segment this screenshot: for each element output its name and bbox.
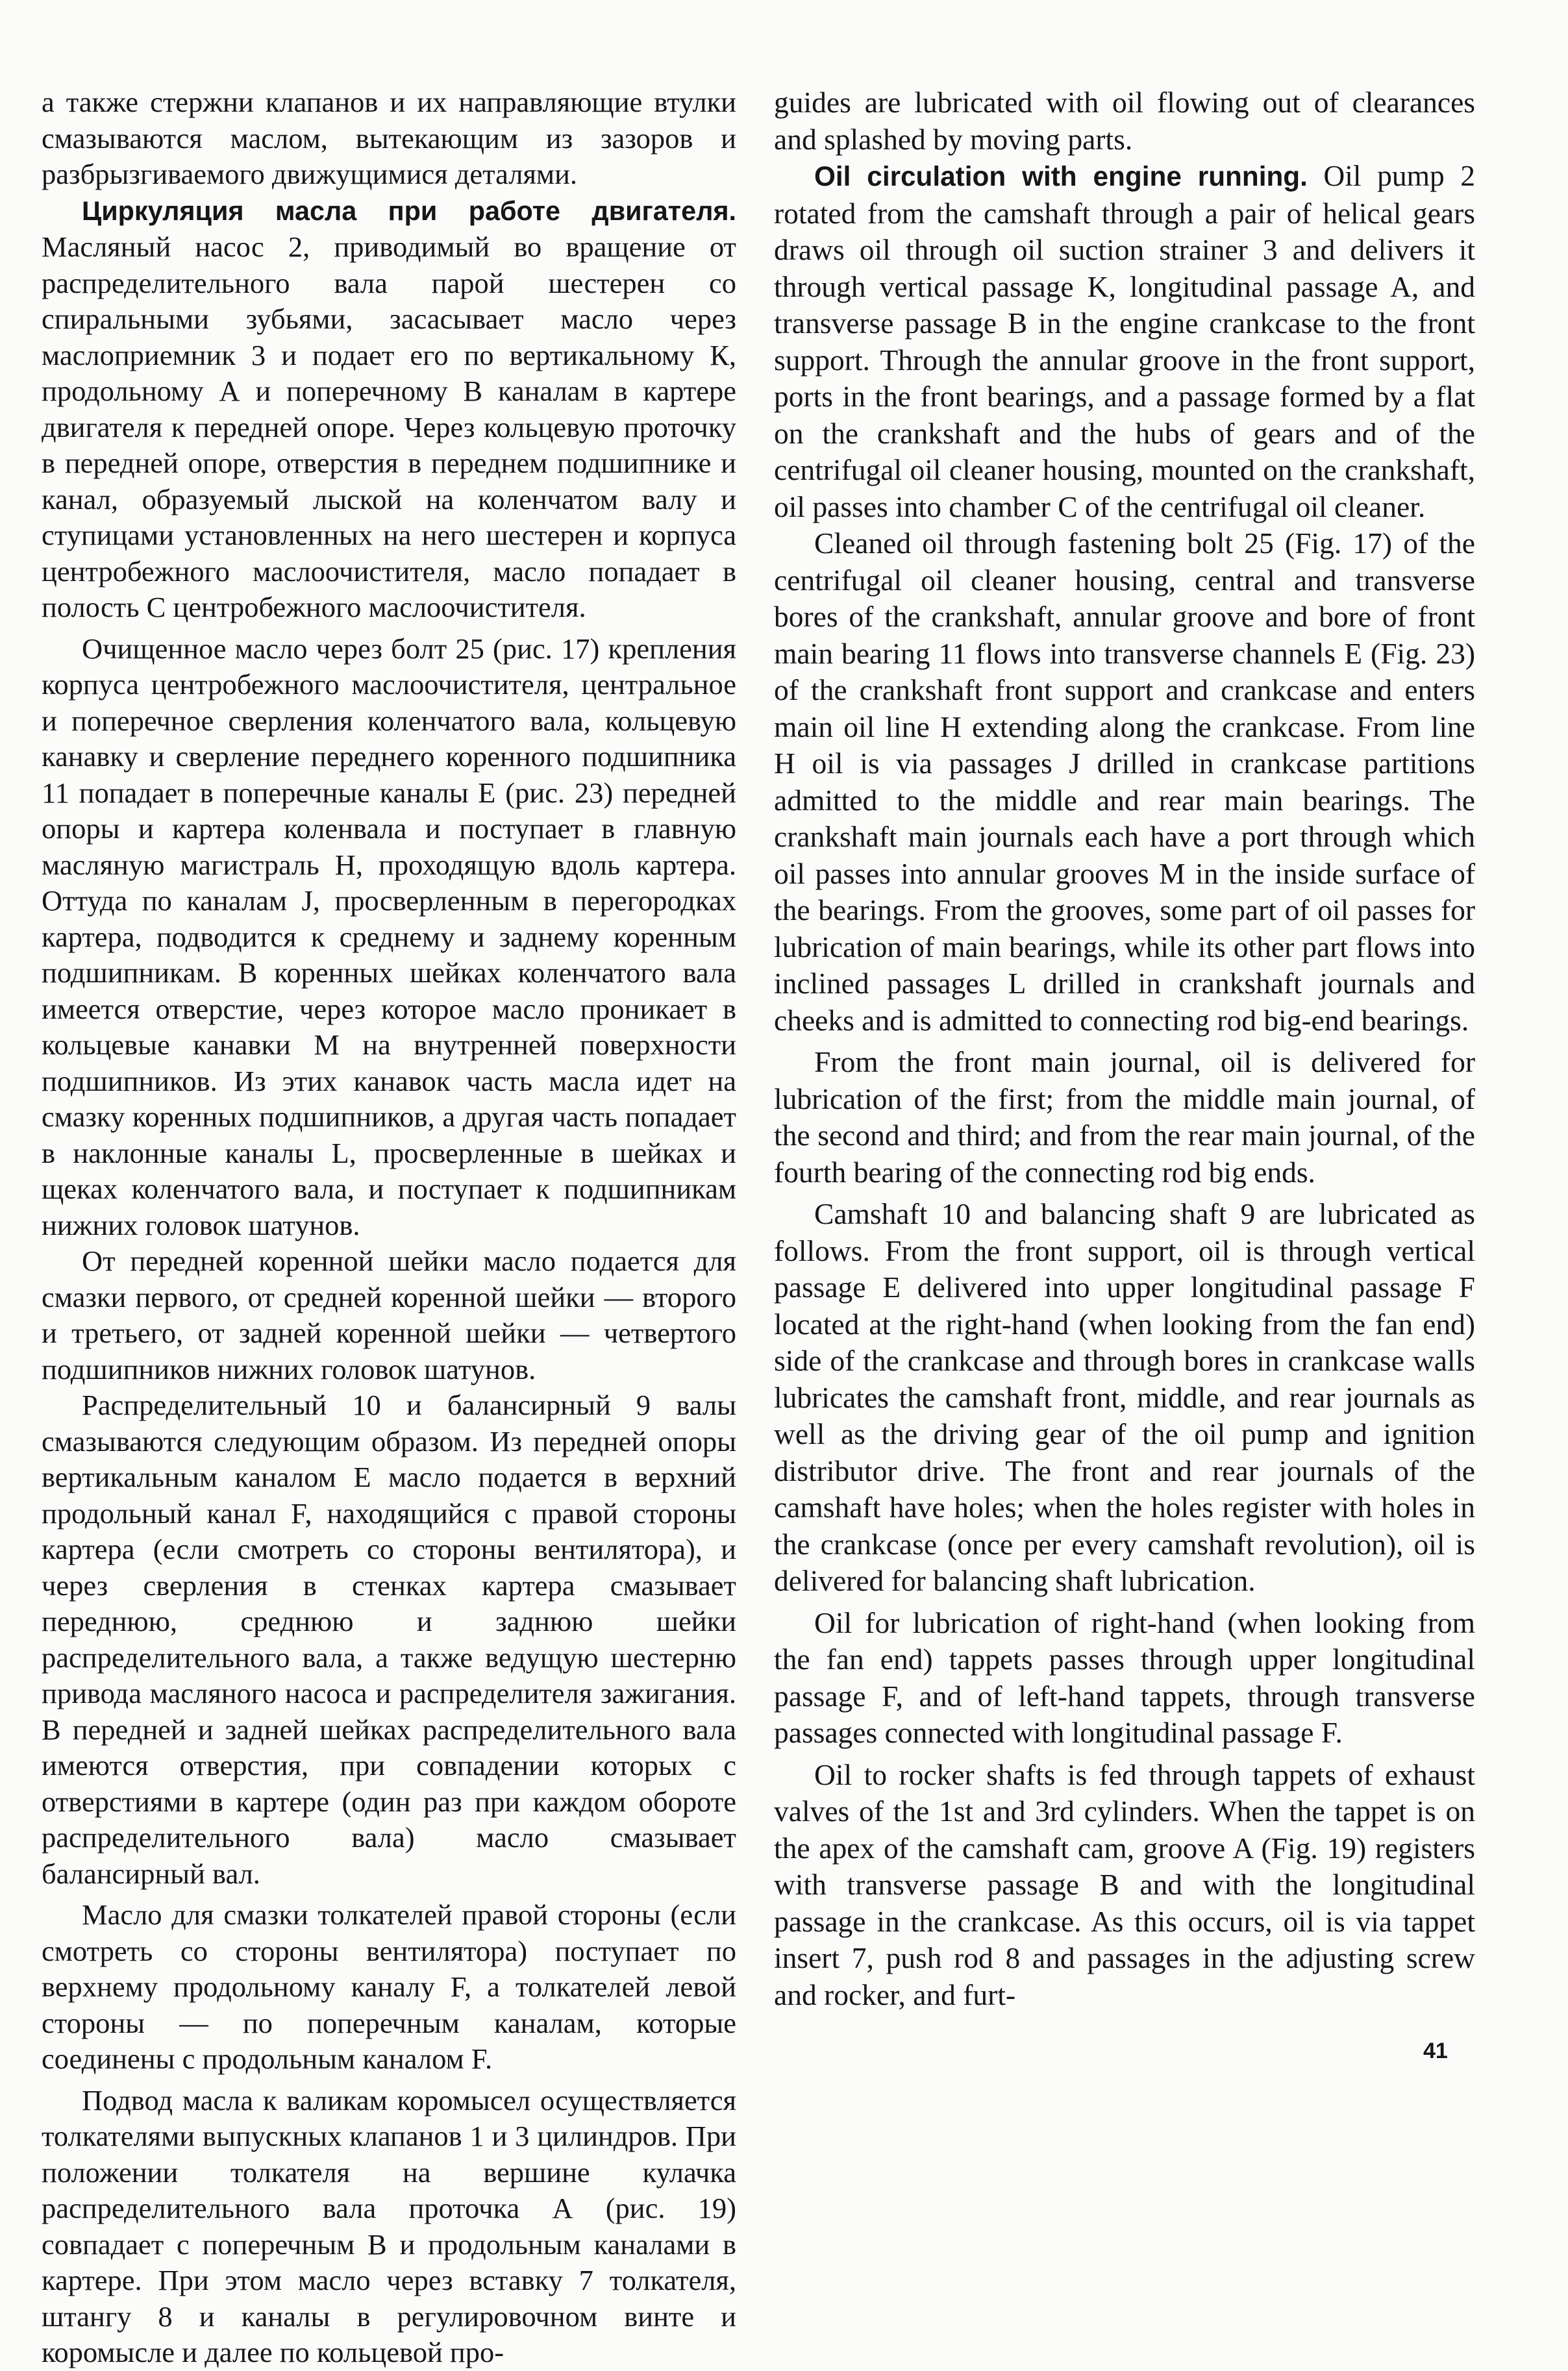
en-paragraph-6: Oil for lubrication of right-hand (when looking from the fan end) tappets passes through upper longitudinal passage F, and of left-hand tappets, through transverse passages connected with longitudinal passage F.	[774, 1606, 1475, 1749]
russian-text-column	[42, 84, 736, 2371]
en-paragraph-4: From the front main journal, oil is delivered for lubrication of the first; from the middle main journal, of the second and third; and from the rear main journal, of the fourth bearing of the connecting rod big ends.	[774, 1045, 1475, 1189]
en-paragraph-2-text: Oil pump 2 rotated from the camshaft through a pair of helical gears draws oil through oil suction strainer 3 and delivers it through vertical passage K, longitudinal passage A, and transverse passage B in the engine crankcase to the front support. Through the annular groove in the front support, ports in the front bearings, and a passage formed by a flat on the crankshaft and the hubs of gears and of the centrifugal oil cleaner housing, mounted on the crankshaft, oil passes into chamber C of the centrifugal oil cleaner.	[774, 159, 1475, 523]
page-number: 41	[1423, 2039, 1448, 2063]
en-section-heading: Oil circulation with engine running.	[814, 161, 1308, 192]
en-paragraph-5: Camshaft 10 and balancing shaft 9 are lubricated as follows. From the front support, oil is through vertical passage E delivered into upper longitudinal passage F located at the right-hand (when looking from the fan end) side of the crankcase and through bores in crankcase walls lubricates the camshaft front, middle, and rear journals as well as the driving gear of the oil pump and ignition distributor drive. The front and rear journals of the camshaft have holes; when the holes register with holes in the crankcase (once per every camshaft revolution), oil is delivered for balancing shaft lubrication.	[774, 1197, 1475, 1597]
en-paragraph-1: guides are lubricated with oil flowing out of clearances and splashed by moving parts.	[774, 86, 1475, 156]
ru-paragraph-7: Подвод масла к валикам коромысел осуществляется толкателями выпускных клапанов 1 и 3 цилиндров. При положении толкателя на вершине кулачка распределительного вала проточка А (рис. 19) совпадает с поперечным В и продольным каналами в картере. При этом масло через вставку 7 толкателя, штангу 8 и каналы в регулировочном винте и коромысле и далее по кольцевой про-	[42, 2083, 736, 2368]
en-paragraph-2	[774, 158, 1475, 525]
ru-paragraph-1: а также стержни клапанов и их направляющие втулки смазываются маслом, вытекающим из зазоров и разбрызгиваемого движущимися деталями.	[42, 86, 736, 190]
ru-paragraph-6: Масло для смазки толкателей правой стороны (если смотреть со стороны вентилятора) поступает по верхнему продольному каналу F, а толкателей левой стороны — по поперечным каналам, которые соединены с продольным каналом F.	[42, 1898, 736, 2075]
ru-section-heading: Циркуляция масла при работе двигателя.	[82, 195, 736, 226]
en-paragraph-7: Oil to rocker shafts is fed through tappets of exhaust valves of the 1st and 3rd cylinders. When the tappet is on the apex of the camshaft cam, groove A (Fig. 19) registers with transverse passage B and with the longitudinal passage in the crankcase. As this occurs, oil is via tappet insert 7, push rod 8 and passages in the adjusting screw and rocker, and furt-	[774, 1757, 1475, 2011]
ru-paragraph-2-text: Масляный насос 2, приводимый во вращение от распределительного вала парой шестерен со спиральными зубьями, засасывает масло через маслоприемник 3 и подает его по вертикальному К, продольному А и поперечному В каналам в картере двигателя к передней опоре. Через кольцевую проточку в передней опоре, отверстия в переднем подшипнике и канал, образуемый лыской на коленчатом валу и ступицами установленных на него шестерен и корпуса центробежного маслоочистителя, масло попадает в полость С центробежного маслоочистителя.	[42, 230, 736, 623]
ru-paragraph-4: От передней коренной шейки масло подается для смазки первого, от средней коренной шейки — второго и третьего, от задней коренной шейки — четвертого подшипников нижних головок шатунов.	[42, 1245, 736, 1385]
en-paragraph-3: Cleaned oil through fastening bolt 25 (Fig. 17) of the centrifugal oil cleaner housing, central and transverse bores of the crankshaft, annular groove and bore of front main bearing 11 flows into transverse channels E (Fig. 23) of the crankshaft front support and crankcase and enters main oil line H extending along the crankcase. From line H oil is via passages J drilled in crankcase partitions admitted to the middle and rear main bearings. The crankshaft main journals each have a port through which oil passes into annular grooves M in the inside surface of the bearings. From the grooves, some part of oil passes for lubrication of main bearings, while its other part flows into inclined passages L drilled in crankshaft journals and cheeks and is admitted to connecting rod big-end bearings.	[774, 527, 1475, 1037]
ru-paragraph-5: Распределительный 10 и балансирный 9 валы смазываются следующим образом. Из передней опоры вертикальным каналом Е масло подается в верхний продольный канал F, находящийся с правой стороны картера (если смотреть со стороны вентилятора), и через сверления в стенках картера смазывает переднюю, среднюю и заднюю шейки распределительного вала, а также ведущую шестерню привода масляного насоса и распределителя зажигания. В передней и задней шейках распределительного вала имеются отверстия, при совпадении которых с отверстиями в картере (один раз при каждом обороте распределительного вала) масло смазывает балансирный вал.	[42, 1389, 736, 1890]
english-text-column	[774, 84, 1475, 2013]
ru-paragraph-3: Очищенное масло через болт 25 (рис. 17) крепления корпуса центробежного маслоочистителя, центральное и поперечное сверления коленчатого вала, кольцевую канавку и сверление переднего коренного подшипника 11 попадает в поперечные каналы Е (рис. 23) передней опоры и картера коленвала и поступает в главную масляную магистраль Н, проходящую вдоль картера. Оттуда по каналам J, просверленным в перегородках картера, подводится к среднему и заднему коренным подшипникам. В коренных шейках коленчатого вала имеется отверстие, через которое масло проникает в кольцевые канавки М на внутренней поверхности подшипников. Из этих канавок часть масла идет на смазку коренных подшипников, а другая часть попадает в наклонные каналы L, просверленные в шейках и щеках коленчатого вала, и поступает к подшипникам нижних головок шатунов.	[42, 632, 736, 1241]
ru-paragraph-2	[42, 193, 736, 626]
